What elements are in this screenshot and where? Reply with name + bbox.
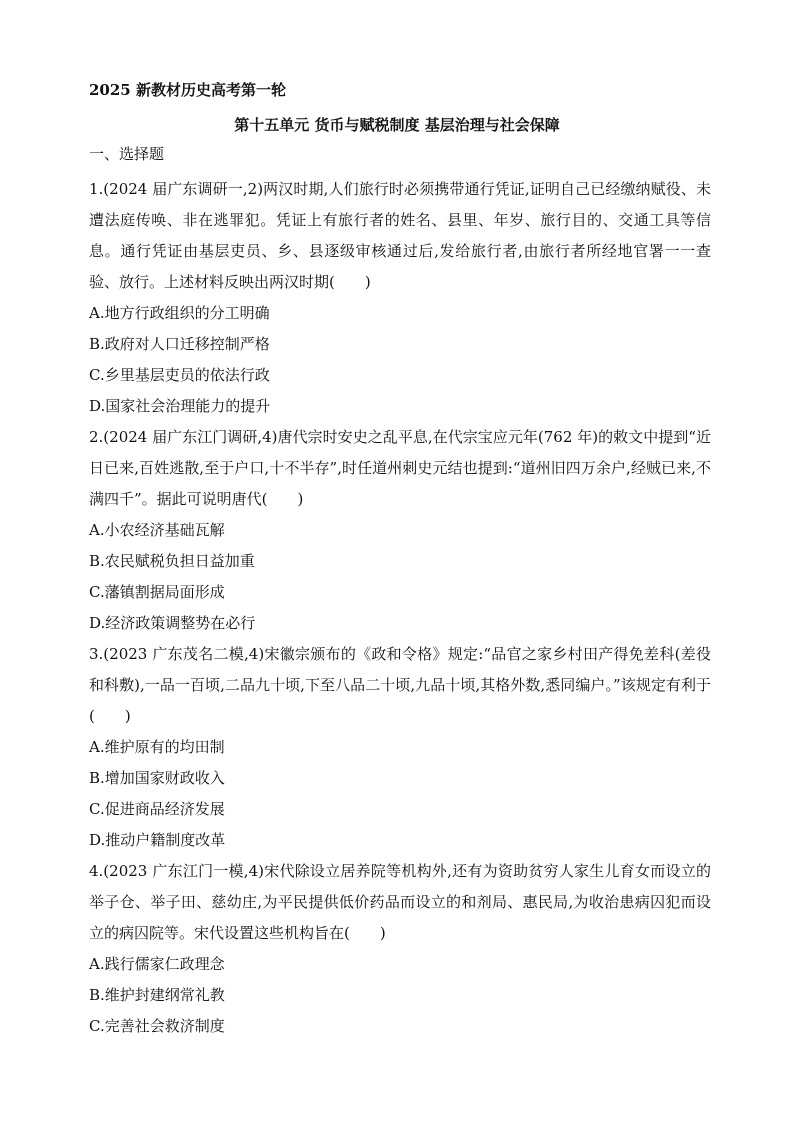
section-heading: 一、选择题 (89, 145, 165, 163)
option-c: C.完善社会救济制度 (89, 1017, 225, 1035)
question-4 (89, 856, 711, 1042)
question-stem: 3.(2023 广东茂名二模,4)宋徽宗颁布的《政和令格》规定:“品官之家乡村田产得免差科(差役和科敷),一品一百顷,二品九十顷,下至八品二十顷,九品十顷,其格外数,悉同编户。”该规定有利于( ) (89, 645, 711, 725)
option-d: D.国家社会治理能力的提升 (89, 397, 271, 415)
option-d: D.经济政策调整势在必行 (89, 614, 256, 632)
option-a: A.践行儒家仁政理念 (89, 955, 225, 973)
question-stem: 4.(2023 广东江门一模,4)宋代除设立居养院等机构外,还有为资助贫穷人家生儿育女而设立的举子仓、举子田、慈幼庄,为平民提供低价药品而设立的和剂局、惠民局,为收治患病囚犯而设立的病囚院等。宋代设置这些机构旨在( ) (89, 862, 711, 942)
option-b: B.维护封建纲常礼教 (89, 986, 225, 1004)
question-stem: 1.(2024 届广东调研一,2)两汉时期,人们旅行时必须携带通行凭证,证明自己已经缴纳赋役、未遭法庭传唤、非在逃罪犯。凭证上有旅行者的姓名、县里、年岁、旅行目的、交通工具等信息。通行凭证由基层吏员、乡、县逐级审核通过后,发给旅行者,由旅行者所经地官署一一查验、放行。上述材料反映出两汉时期( ) (89, 180, 711, 291)
option-a: A.维护原有的均田制 (89, 738, 225, 756)
option-d: D.推动户籍制度改革 (89, 831, 226, 849)
option-a: A.地方行政组织的分工明确 (89, 304, 270, 322)
option-a: A.小农经济基础瓦解 (89, 521, 225, 539)
question-1 (89, 174, 711, 422)
option-c: C.藩镇割据局面形成 (89, 583, 225, 601)
option-c: C.乡里基层吏员的依法行政 (89, 366, 270, 384)
option-b: B.增加国家财政收入 (89, 769, 225, 787)
question-stem: 2.(2024 届广东江门调研,4)唐代宗时安史之乱平息,在代宗宝应元年(762 年)的敕文中提到“近日已来,百姓逃散,至于户口,十不半存”,时任道州刺史元结也提到:“道州旧四万余户,经贼已来,不满四千”。据此可说明唐代( ) (89, 428, 711, 508)
document-title: 2025 新教材历史高考第一轮 (89, 81, 286, 99)
option-c: C.促进商品经济发展 (89, 800, 225, 818)
unit-title: 第十五单元 货币与赋税制度 基层治理与社会保障 (234, 116, 560, 134)
option-b: B.政府对人口迁移控制严格 (89, 335, 270, 353)
option-b: B.农民赋税负担日益加重 (89, 552, 255, 570)
question-3 (89, 639, 711, 856)
question-2 (89, 422, 711, 639)
question-list (89, 174, 711, 1042)
